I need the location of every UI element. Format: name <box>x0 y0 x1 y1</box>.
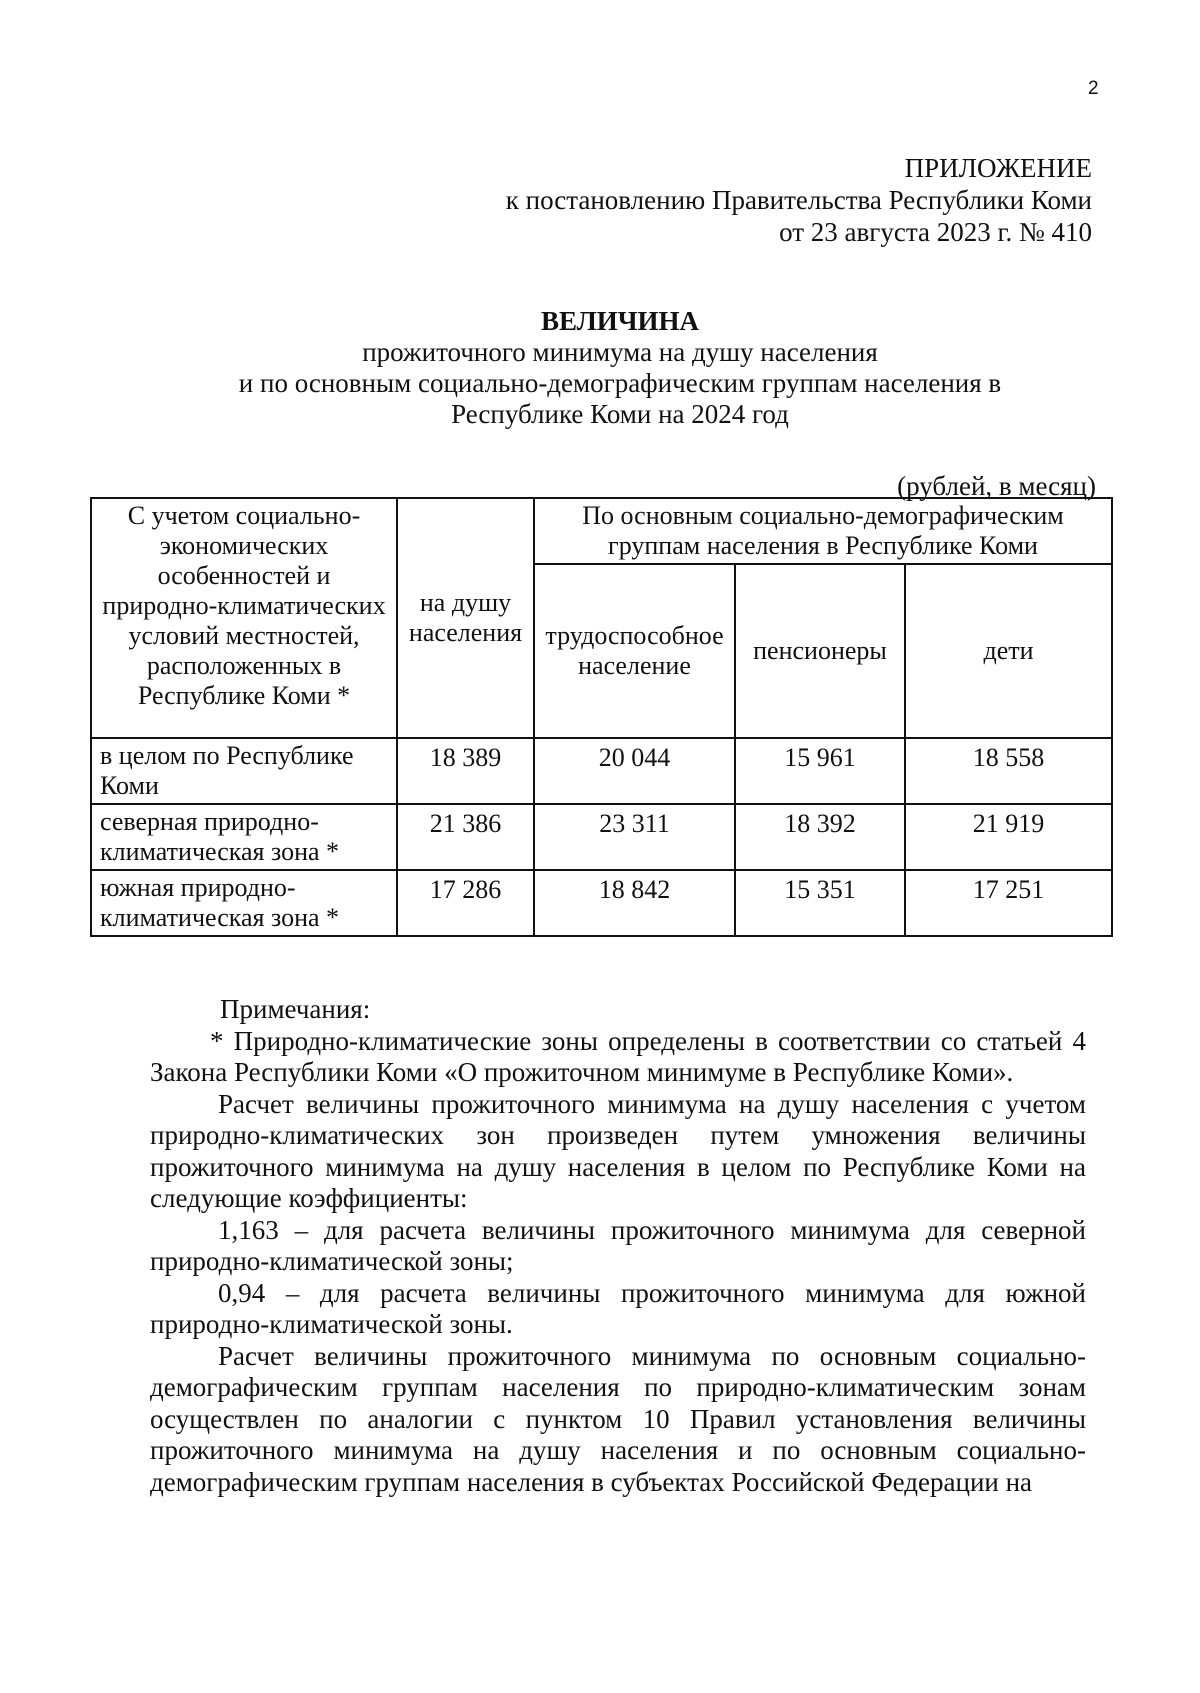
title-line-2: и по основным социально-демографическим группам населения в <box>238 368 1002 398</box>
cell-pensioners: 15 961 <box>735 738 905 804</box>
document-title <box>140 306 1100 430</box>
header-per-capita: на душу населения <box>397 498 534 738</box>
header-working-age: трудоспособное население <box>534 564 735 738</box>
title-line-1: прожиточного минимума на душу населения <box>362 337 878 367</box>
cell-working-age: 23 311 <box>534 804 735 870</box>
cell-working-age: 20 044 <box>534 738 735 804</box>
notes-heading: Примечания: <box>220 994 371 1024</box>
cell-per-capita: 17 286 <box>397 870 534 936</box>
cell-children: 18 558 <box>905 738 1112 804</box>
notes-paragraph: Расчет величины прожиточного минимума на душу населения с учетом природно-климатических зон произведен путем умножения величины прожиточного минимума на душу населения в целом по Республике Коми на следующие коэффициенты: <box>150 1088 1086 1213</box>
cell-children: 21 919 <box>905 804 1112 870</box>
appendix-date: от 23 августа 2023 г. № 410 <box>779 217 1092 247</box>
unit-label: (рублей, в месяц) <box>897 471 1096 501</box>
cell-pensioners: 15 351 <box>735 870 905 936</box>
appendix-title: ПРИЛОЖЕНИЕ <box>904 153 1092 183</box>
table-row <box>91 738 1112 804</box>
cell-per-capita: 21 386 <box>397 804 534 870</box>
notes-paragraph: 0,94 – для расчета величины прожиточного минимума для южной природно-климатической зоны. <box>150 1277 1086 1339</box>
subsistence-minimum-table <box>90 497 1113 937</box>
cell-children: 17 251 <box>905 870 1112 936</box>
notes-paragraph: Расчет величины прожиточного минимума по основным социально-демографическим группам населения по природно-климатическим зонам осуществлен по аналогии с пунктом 10 Правил установления величины прожиточного минимума на душу населения и по основным социально-демографическим группам населения в субъектах Российской Федерации на <box>150 1340 1086 1497</box>
table-row <box>91 804 1112 870</box>
row-label: южная природно-климатическая зона * <box>91 870 397 936</box>
header-region: С учетом социально-экономических особенностей и природно-климатических условий местностей, расположенных в Республике Коми * <box>91 498 397 738</box>
cell-pensioners: 18 392 <box>735 804 905 870</box>
notes-footnote: * Природно-климатические зоны определены в соответствии со статьей 4 Закона Республики Коми «О прожиточном минимуме в Республике Коми». <box>150 1025 1086 1087</box>
cell-working-age: 18 842 <box>534 870 735 936</box>
notes-paragraph: 1,163 – для расчета величины прожиточного минимума для северной природно-климатической зоны; <box>150 1214 1086 1276</box>
header-pensioners: пенсионеры <box>735 564 905 738</box>
appendix-reference: к постановлению Правительства Республики Коми <box>505 185 1092 215</box>
header-demographic-groups: По основным социально-демографическим группам населения в Республике Коми <box>534 498 1112 564</box>
appendix-block <box>506 152 1092 248</box>
title-line-3: Республике Коми на 2024 год <box>451 399 789 429</box>
notes-section <box>150 994 1086 1498</box>
table-row <box>91 870 1112 936</box>
title-heading: ВЕЛИЧИНА <box>540 306 700 336</box>
row-label: в целом по Республике Коми <box>91 738 397 804</box>
row-label: северная природно-климатическая зона * <box>91 804 397 870</box>
header-children: дети <box>905 564 1112 738</box>
cell-per-capita: 18 389 <box>397 738 534 804</box>
page-number: 2 <box>1088 78 1099 99</box>
